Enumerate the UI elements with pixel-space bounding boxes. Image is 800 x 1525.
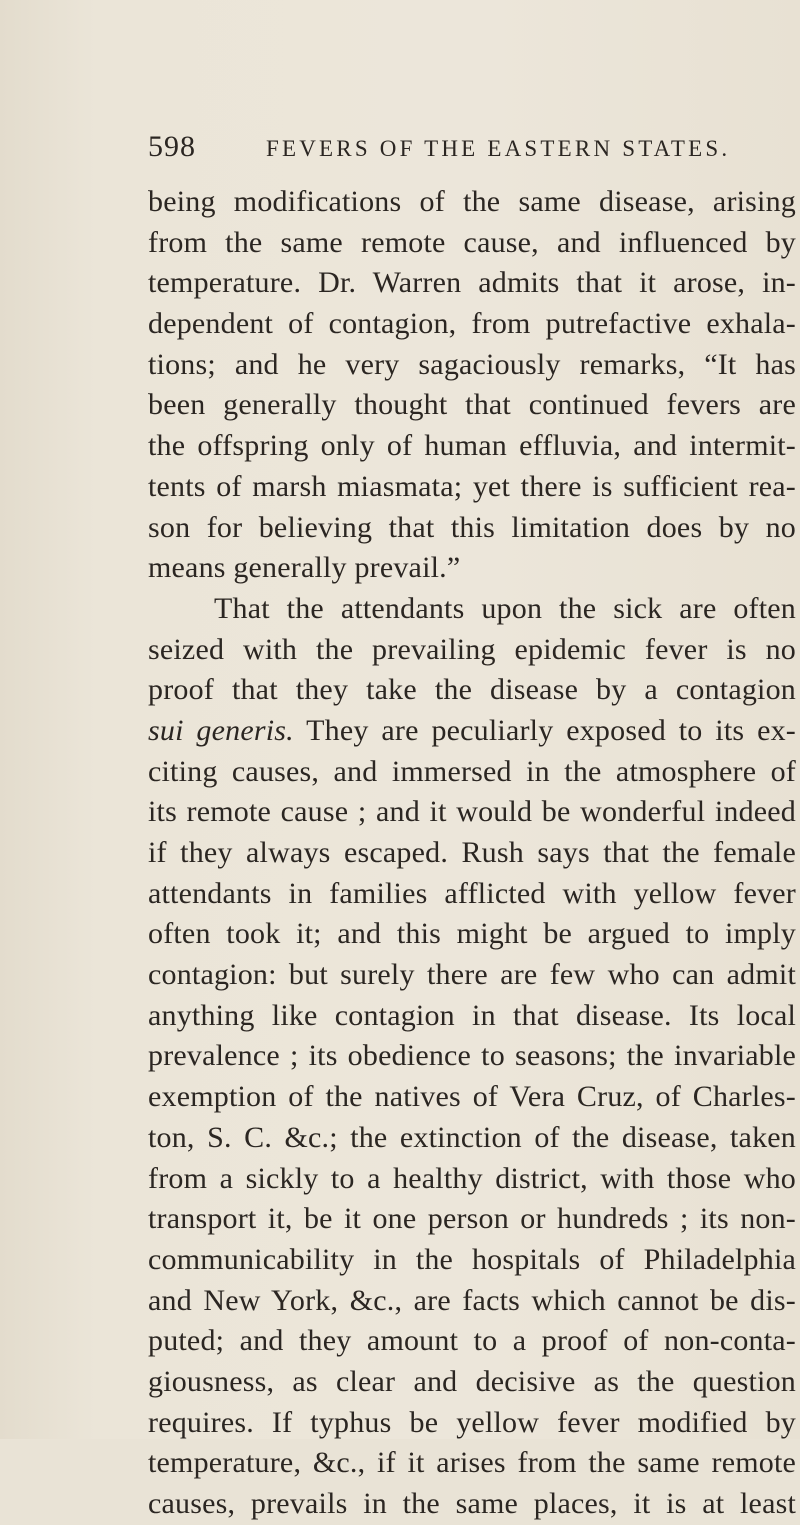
text-line: its remote cause ; and it would be wonderful indeed xyxy=(148,795,796,829)
text-line: temperature, &c., if it arises from the same remote xyxy=(148,1446,796,1480)
text-line: attendants in families afflicted with yellow fever xyxy=(148,876,796,910)
text-line: from a sickly to a healthy district, with those who xyxy=(148,1161,796,1195)
text-line: temperature. Dr. Warren admits that it arose, in- xyxy=(148,266,796,300)
text-line: transport it, be it one person or hundreds ; its non- xyxy=(148,1202,796,1236)
paragraph-end-line: means generally prevail.” xyxy=(148,551,461,585)
text-line: contagion: but surely there are few who can admit xyxy=(148,958,796,992)
text-line: dependent of contagion, from putrefactive exhala- xyxy=(148,307,796,341)
body-text xyxy=(148,182,796,1525)
text-line: and New York, &c., are facts which cannot be dis- xyxy=(148,1283,796,1317)
text-line: causes, prevails in the same places, it is at least xyxy=(148,1487,796,1520)
text-line: puted; and they amount to a proof of non-conta- xyxy=(148,1324,796,1358)
page-number: 598 xyxy=(148,130,196,163)
text-line: been generally thought that continued fevers are xyxy=(148,388,796,422)
paragraph-start-line: That the attendants upon the sick are often xyxy=(214,591,796,625)
latin-phrase: sui generis. xyxy=(148,713,294,747)
text-line: prevalence ; its obedience to seasons; the invariable xyxy=(148,1039,796,1073)
text-line: requires. If typhus be yellow fever modified by xyxy=(148,1405,796,1439)
text-line: giousness, as clear and decisive as the question xyxy=(148,1364,796,1398)
text-line: exemption of the natives of Vera Cruz, of Charles- xyxy=(148,1080,796,1114)
text-line: being modifications of the same disease, arising xyxy=(148,185,796,218)
text-line: tions; and he very sagaciously remarks, “It has xyxy=(148,347,796,381)
text-line: if they always escaped. Rush says that the female xyxy=(148,836,796,869)
text-line: often took it; and this might be argued to imply xyxy=(148,917,796,951)
text-line: citing causes, and immersed in the atmosphere of xyxy=(148,754,796,788)
text-line: seized with the prevailing epidemic fever is no xyxy=(148,632,796,666)
running-head: FEVERS OF THE EASTERN STATES. xyxy=(266,136,731,161)
text-line: ton, S. C. &c.; the extinction of the disease, taken xyxy=(148,1120,796,1154)
text-line: from the same remote cause, and influenced by xyxy=(148,225,796,259)
text-line: proof that they take the disease by a contagion xyxy=(148,673,796,707)
text-line: the offspring only of human effluvia, and intermit- xyxy=(148,429,796,463)
text-line: son for believing that this limitation does by no xyxy=(148,510,796,544)
page-header xyxy=(148,130,788,170)
text-line: tents of marsh miasmata; yet there is sufficient rea- xyxy=(148,469,796,503)
text-line: communicability in the hospitals of Philadelphia xyxy=(148,1242,796,1276)
text-line: sui generis. They are peculiarly exposed to its ex- xyxy=(148,713,796,747)
text-line: anything like contagion in that disease. Its local xyxy=(148,998,796,1032)
